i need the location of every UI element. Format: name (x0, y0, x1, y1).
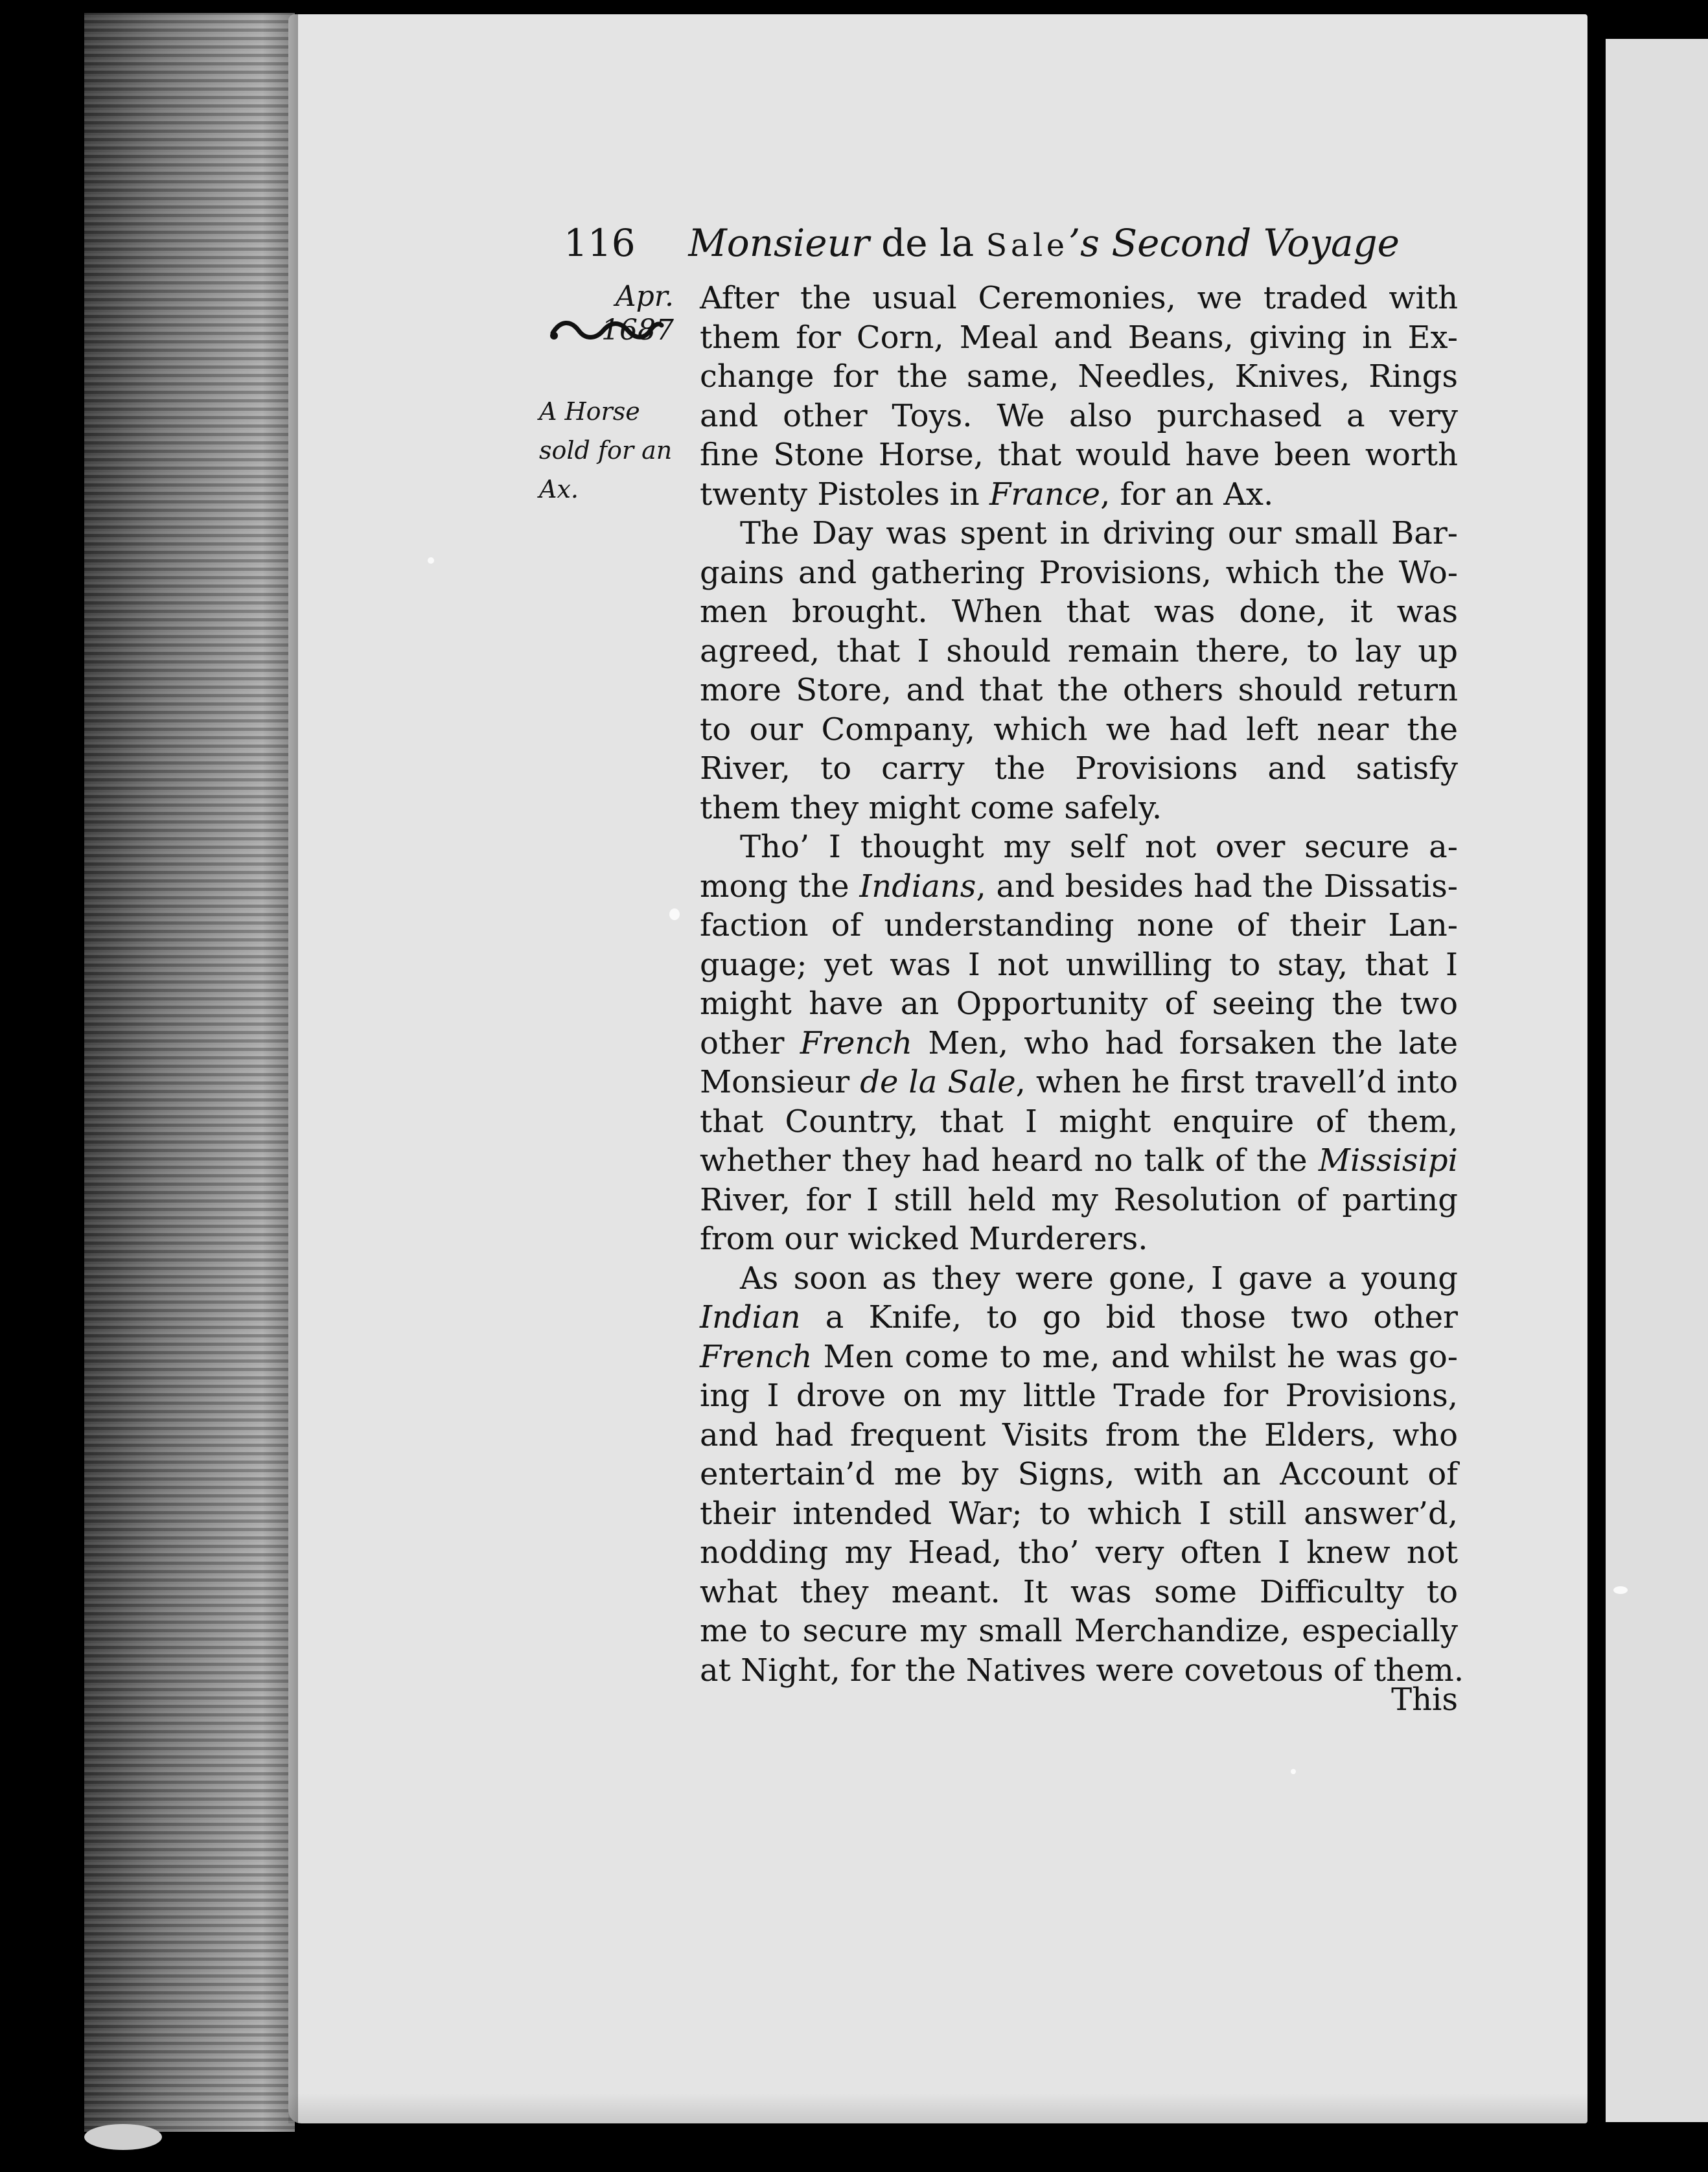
text-line: might have an Opportunity of seeing the two (700, 986, 1458, 1022)
running-title-word: ’s Second Voyage (1068, 221, 1400, 265)
text-line: men brought. When that was done, it was (700, 594, 1458, 630)
text-line: them they might come safely. (700, 789, 1162, 826)
text-line: whether they had heard no talk of the Missisipi (700, 1142, 1458, 1179)
text-line: Indian a Knife, to go bid those two other (700, 1299, 1458, 1335)
text-line: After the usual Ceremonies, we traded with (700, 280, 1458, 316)
text-line: gains and gathering Provisions, which the Wo- (700, 554, 1458, 591)
text-line: As soon as they were gone, I gave a young (740, 1260, 1458, 1297)
text-line: faction of understanding none of their Lan- (700, 907, 1458, 943)
text-line: fine Stone Horse, that would have been worth (700, 437, 1458, 473)
margin-note (539, 392, 675, 509)
text-line: and other Toys. We also purchased a very (700, 397, 1458, 434)
paper-speck (428, 557, 434, 564)
text-line: Tho’ I thought my self not over secure a- (740, 829, 1458, 865)
text-line: entertain’d me by Signs, with an Account of (700, 1456, 1458, 1492)
catchword: This (1391, 1681, 1458, 1718)
paper-speck (1613, 1586, 1628, 1594)
page-bottom-shade (288, 2093, 1587, 2123)
margin-note-line: A Horse (539, 397, 640, 426)
text-line: Monsieur de la Sale, when he first travell’d into (700, 1064, 1458, 1100)
facing-page-strip (1606, 39, 1708, 2122)
running-title-smallcaps: Sale (986, 228, 1068, 264)
text-line: more Store, and that the others should return (700, 672, 1458, 708)
text-line: guage; yet was I not unwilling to stay, that I (700, 946, 1458, 983)
text-line: ing I drove on my little Trade for Provisions, (700, 1378, 1458, 1414)
body-text (700, 279, 1464, 1690)
text-line: agreed, that I should remain there, to lay up (700, 632, 1458, 669)
text-line: change for the same, Needles, Knives, Rings (700, 358, 1458, 395)
text-line: twenty Pistoles in France, for an Ax. (700, 476, 1274, 513)
text-line: that Country, that I might enquire of them, (700, 1103, 1458, 1140)
running-title (688, 217, 1400, 272)
text-line: at Night, for the Natives were covetous of them. (700, 1652, 1464, 1689)
text-line: nodding my Head, tho’ very often I knew not (700, 1534, 1458, 1571)
text-line: me to secure my small Merchandize, especially (700, 1613, 1458, 1649)
gutter-shadow (262, 13, 298, 2132)
text-line: from our wicked Murderers. (700, 1221, 1148, 1257)
text-line: mong the Indians, and besides had the Dissatis- (700, 868, 1459, 905)
text-line: and had frequent Visits from the Elders, who (700, 1416, 1458, 1453)
text-line: to our Company, which we had left near the (700, 711, 1458, 748)
paper-speck (669, 908, 680, 920)
text-line: River, for I still held my Resolution of parting (700, 1181, 1458, 1218)
running-head (564, 217, 1400, 269)
text-line: River, to carry the Provisions and satisfy (700, 750, 1458, 787)
text-line: their intended War; to which I still answer’d, (700, 1495, 1458, 1532)
margin-note-line: sold for an (539, 436, 673, 465)
text-line: The Day was spent in driving our small Bar- (740, 515, 1458, 551)
margin-date: Apr. 1687 (601, 280, 674, 347)
running-title-word: de la (881, 221, 975, 265)
margin-note-line: Ax. (539, 475, 579, 503)
text-line: French Men come to me, and whilst he was go- (700, 1338, 1458, 1375)
text-line: them for Corn, Meal and Beans, giving in Ex- (700, 319, 1458, 356)
text-line: what they meant. It was some Difficulty to (700, 1573, 1458, 1610)
running-title-word: Monsieur (688, 221, 870, 265)
paper-speck (1291, 1769, 1296, 1774)
page-number: 116 (564, 221, 636, 265)
paper-speck (84, 2124, 162, 2150)
flourish-ornament (548, 316, 664, 346)
text-line: other French Men, who had forsaken the late (700, 1024, 1458, 1061)
